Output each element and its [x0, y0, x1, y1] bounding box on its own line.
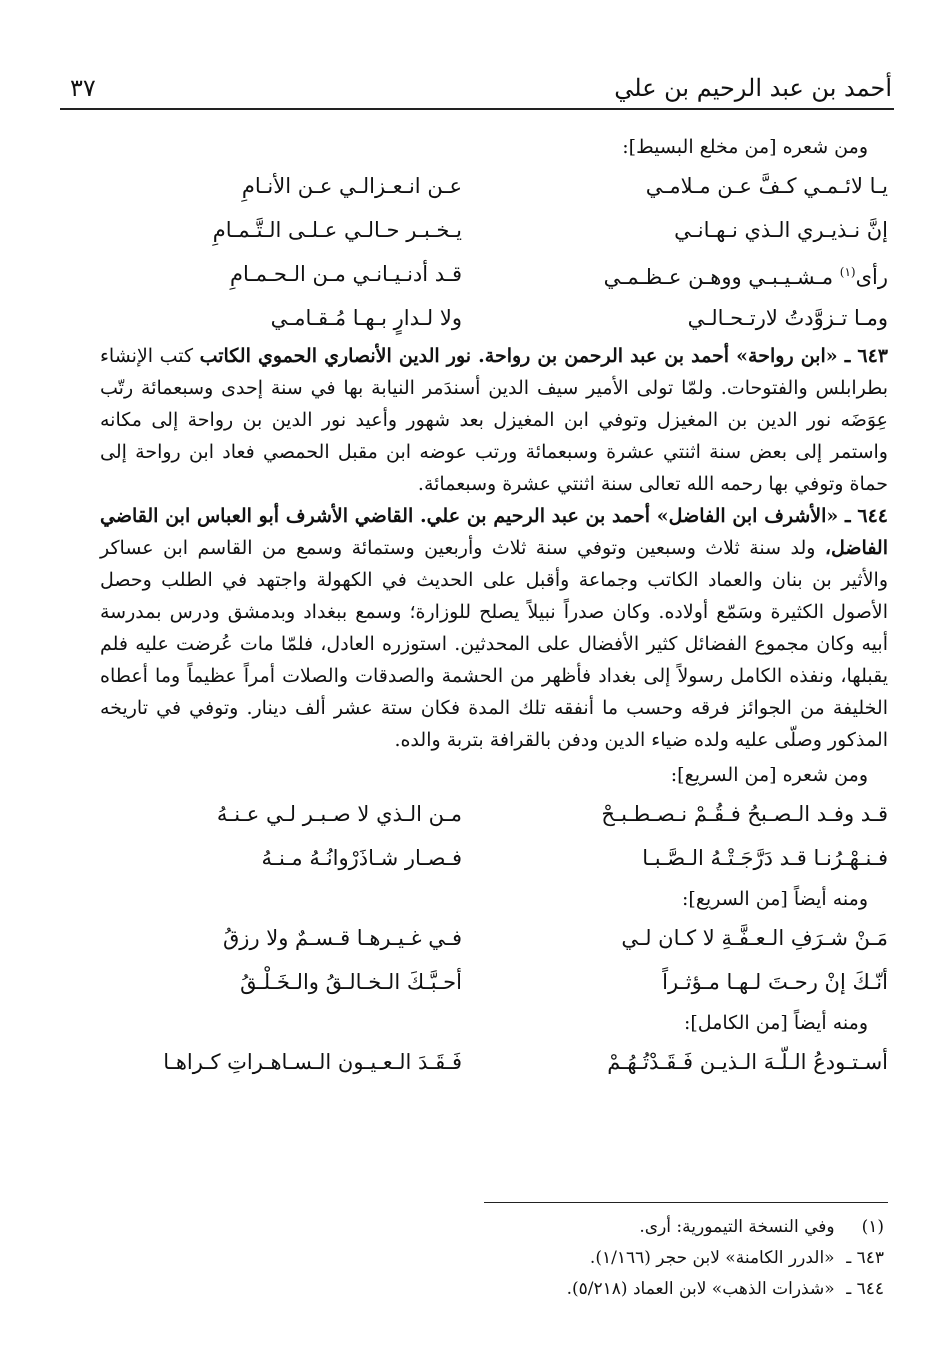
poem3 [100, 916, 888, 1004]
page-number: ٣٧ [70, 74, 96, 102]
verse-first-hemistich: أنّـكَ إنْ رحـتَ لـهـا مـؤثـراً [662, 970, 888, 994]
footnote-text: «الدرر الكامنة» لابن حجر (١/١٦٦). [589, 1248, 835, 1268]
verse-row [100, 916, 888, 960]
entry-643-text: كتب الإنشاء بطرابلس والفتوحات. ولمّا تولى الأمير سيف الدين أسندَمر النيابة بها في سنة إحدى وسبعمائة رتّب عِوَضَه نور الدين بن المغيزل وتوفي ابن المغيزل بعد شهور وأعيد نور الدين بن رواحة إلى مكانه واستمر إلى بعض سنة اثنتي عشرة وسبعمائة ورتب عوضه ابن مقبل الحمصي فعاد ابن رواحة إلى حماة وتوفي بها رحمه الله تعالى سنة اثنتي عشرة وسبعمائة. [100, 345, 888, 495]
verse-row [100, 296, 888, 340]
page-header [70, 62, 892, 102]
verse-second-hemistich: مـن الـذي لا صـبـر لـي عـنـهُ [216, 802, 462, 826]
footnote-text: وفي النسخة التيمورية: أرى. [639, 1217, 835, 1237]
footnote-number: (١) [861, 1217, 884, 1237]
verse-second-hemistich: فـصـار شـاذَرْوانُـهُ مـنـهُ [261, 846, 462, 870]
verse-first-hemistich: يـا لائـمـي كـفَّ عـن مـلامـي [645, 174, 888, 198]
poem3-intro: ومنه أيضاً [من السريع]: [682, 888, 868, 910]
verse-row [100, 792, 888, 836]
footnote-text: «شذرات الذهب» لابن العماد (٥/٢١٨). [566, 1279, 835, 1299]
entry-644-heading: ٦٤٤ ـ «الأشرف ابن الفاضل» أحمد بن عبد الرحيم بن علي. القاضي الأشرف أبو العباس ابن القاضي الفاضل، [100, 505, 888, 559]
verse-row [100, 164, 888, 208]
poem2 [100, 792, 888, 880]
poem4-intro: ومنه أيضاً [من الكامل]: [683, 1012, 868, 1034]
footnote-number: ٦٤٣ ـ [846, 1248, 884, 1268]
entry-644 [100, 500, 888, 756]
footnote-number: ٦٤٤ ـ [846, 1279, 884, 1299]
verse-second-hemistich: فـي غـيـرهـا قـسـمٌ ولا رزقُ [223, 926, 462, 950]
verse-first-hemistich: إنَّ نـذيـري الـذي نـهـانـي [674, 218, 888, 242]
verse-first-hemistich: مَـنْ شـرَفِ الـعـفَّـةِ لا كـان لـي [621, 926, 888, 950]
verse-first-hemistich: قـد وفـد الـصـبحُ فـقُـمْ نـصـطـبـحْ [601, 802, 888, 826]
verse-row [100, 836, 888, 880]
poem4 [100, 1040, 888, 1084]
poem2-intro: ومن شعره [من السريع]: [670, 764, 868, 786]
verse-first-hemistich: ومـا تـزوَّدتُ لارتـحـالـي [687, 306, 888, 330]
verse-second-hemistich: فَـقَـدَ الـعـيـون الـسـاهـراتِ كـراهـا [163, 1050, 462, 1074]
verse-second-hemistich: أحـبَّـكَ الـخـالـقُ والـخَـلْـقُ [240, 970, 462, 994]
page-body [100, 128, 888, 1084]
footnotes [100, 1212, 888, 1305]
entry-644-text: ولد سنة ثلاث وسبعين وتوفي سنة ثلاث وأربعين وستمائة وسمع من القاسم ابن عساكر والأثير بن بنان والعماد الكاتب وجماعة وأقبل على الحديث في الكهولة واجتهد في الطلب وحصل الأصول الكثيرة وسَمّع أولاده. وكان صدراً نبيلاً يصلح للوزارة؛ وسمع ببغداد وبدمشق ودرس بمدرسة أبيه وكان مجموع الفضائل كثير الأفضال على المحدثين. استوزره العادل، فلمّا مات عُرضت عليه فلم يقبلها، ونفذه الكامل رسولاً إلى بغداد فأظهر من الحشمة والصدقات والصلات أمراً عظيماً وما أعطاه الخليفة من الجوائز فرقه وحسب ما أنفقه تلك المدة فكان ستة عشر ألف دينار. وتوفي في تاريخه المذكور وصلّى عليه ولده ضياء الدين ودفن بالقرافة بتربة والده. [100, 537, 888, 751]
verse-first-hemistich: أسـتـودعُ الـلّـهَ الـذيـن فَـقَـدْتُـهُـمْ [607, 1050, 888, 1074]
verse-row [100, 208, 888, 252]
poem1 [100, 164, 888, 340]
verse-second-hemistich: ولا لـدارٍ بـهـا مُـقـامـي [270, 306, 462, 330]
footnote [100, 1212, 888, 1243]
footnote-divider [484, 1202, 888, 1203]
entry-643-heading: ٦٤٣ ـ «ابن رواحة» أحمد بن عبد الرحمن بن رواحة. نور الدين الأنصاري الحموي الكاتب [199, 345, 889, 367]
footnote [100, 1243, 888, 1274]
verse-first-hemistich: فـنـهْـرُنـا قـد دَرَّجَـتْـهُ الـصَّـبـا [642, 846, 888, 870]
poem1-intro: ومن شعره [من مخلع البسيط]: [622, 136, 868, 158]
verse-word: رأى [855, 264, 888, 289]
verse-word-rest: مـشـيـبـي ووهـن عـظـمـي [603, 264, 840, 289]
footnote-marker: (١) [839, 264, 856, 279]
footnote [100, 1274, 888, 1305]
verse-row [100, 960, 888, 1004]
verse-second-hemistich: عـن انـعـزالـي عـن الأنـامِ [241, 174, 462, 198]
running-title: أحمد بن عبد الرحيم بن علي [614, 74, 892, 102]
verse-second-hemistich: يـخـبـر حـالـي عـلـى الـتَّـمـامِ [212, 218, 462, 242]
verse-first-hemistich [494, 256, 888, 293]
verse-second-hemistich: قـد أدنـيـانـي مـن الـحـمـامِ [230, 262, 462, 286]
verse-row [100, 252, 888, 296]
entry-643 [100, 340, 888, 500]
verse-row [100, 1040, 888, 1084]
header-divider [60, 108, 894, 110]
